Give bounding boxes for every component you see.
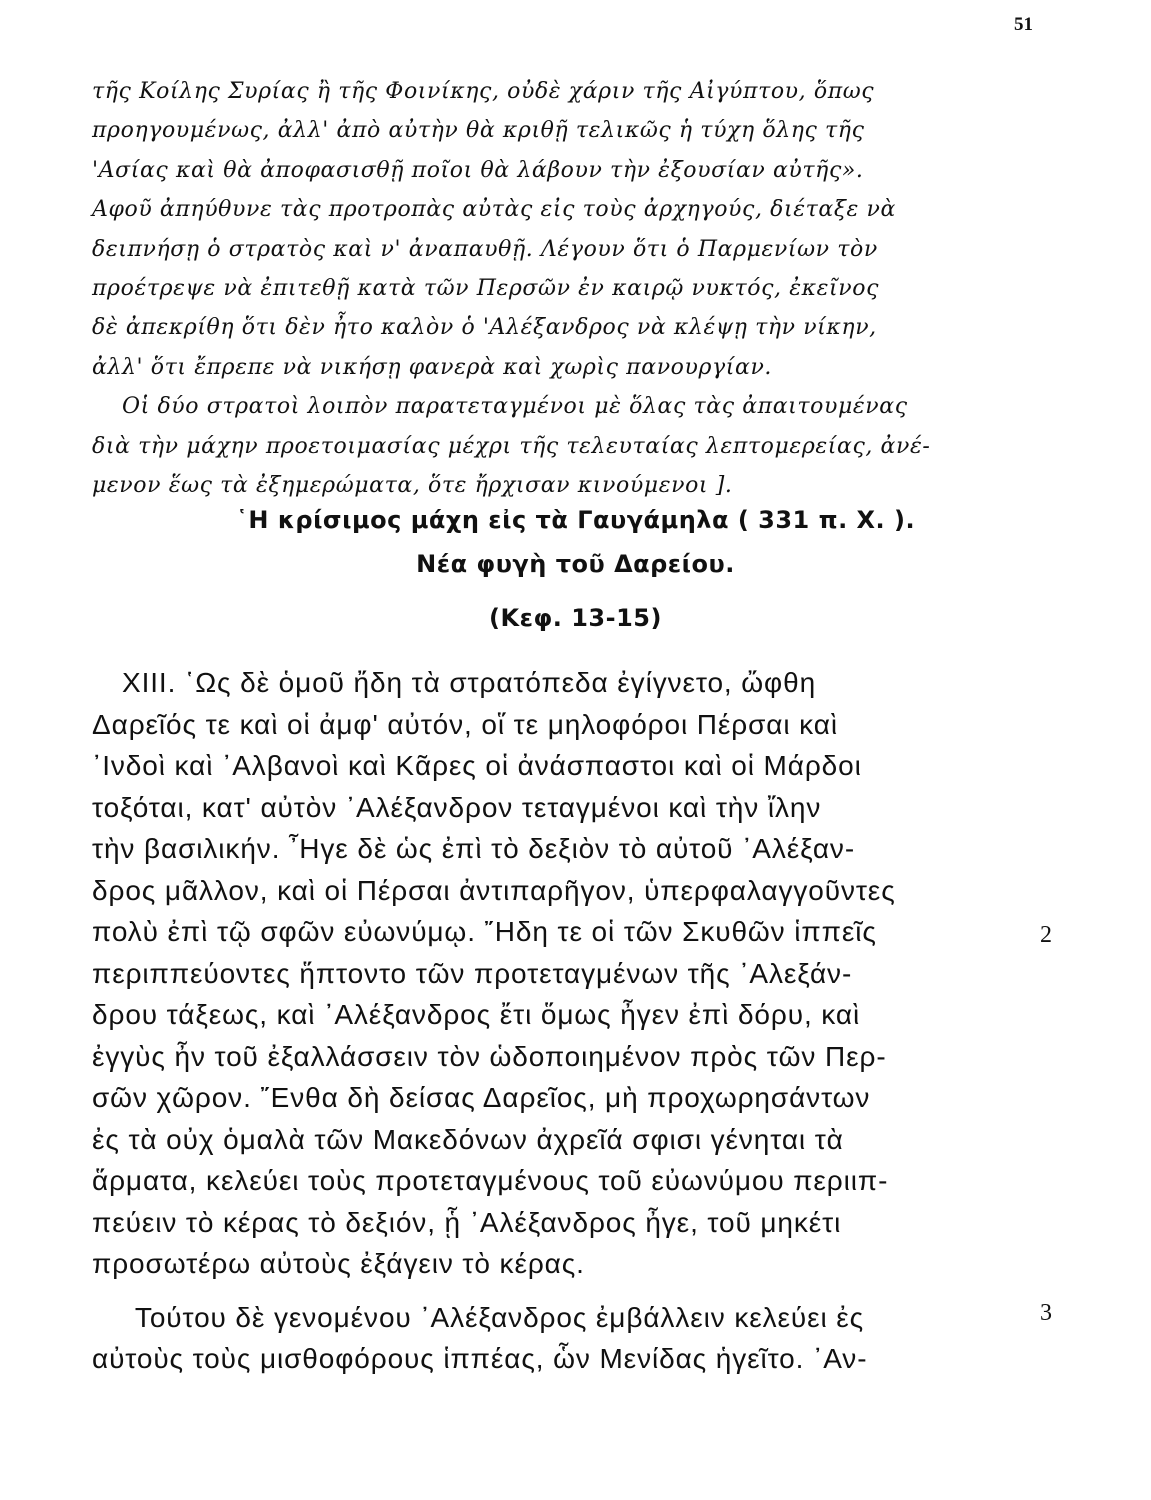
text-line: προέτρεψε νὰ ἐπιτεθῇ κατὰ τῶν Περσῶν ἐν καιρῷ νυκτός, ἐκεῖνος [92, 276, 879, 302]
page-number: 51 [1014, 14, 1033, 35]
text-line: περιππεύοντες ἥπτοντο τῶν προτεταγμένων τῆς ᾿Αλεξάν- [92, 957, 853, 989]
text-line: ἐς τὰ οὐχ ὁμαλὰ τῶν Μακεδόνων ἀχρεῖά σφισι γένηται τὰ [92, 1123, 844, 1155]
text-line: Αφοῦ ἀπηύθυνε τὰς προτροπὰς αὐτὰς εἰς τοὺς ἀρχηγούς, διέταξε νὰ [92, 197, 896, 223]
text-line: Δαρεῖός τε καὶ οἱ ἀμφ' αὐτόν, οἵ τε μηλοφόροι Πέρσαι καὶ [92, 708, 838, 740]
text-line: ἐγγὺς ἦν τοῦ ἐξαλλάσσειν τὸν ὡδοποιημένον πρὸς τῶν Περ- [92, 1040, 887, 1072]
text-line: ἅρματα, κελεύει τοὺς προτεταγμένους τοῦ εὐωνύμου περιιπ- [92, 1165, 889, 1196]
section-heading: ῾Η κρίσιμος μάχη εἰς τὰ Γαυγάμηλα ( 331 π. Χ. ). [235, 506, 916, 534]
text-line: ἀλλ' ὅτι ἔπρεπε νὰ νικήσῃ φανερὰ καὶ χωρὶς πανουργίαν. [92, 354, 773, 380]
main-greek-text [92, 662, 1042, 1380]
text-line: τοξόται, κατ' αὐτὸν ᾿Αλέξανδρον τεταγμένοι καὶ τὴν ἴλην [92, 791, 822, 823]
text-line: προηγουμένως, ἀλλ' ἀπὸ αὐτὴν θὰ κριθῇ τελικῶς ἡ τύχη ὅλης τῆς [92, 118, 865, 144]
text-line: Οἱ δύο στρατοὶ λοιπὸν παρατεταγμένοι μὲ ὅλας τὰς ἀπαιτουμένας [122, 394, 908, 420]
text-line: δειπνήσῃ ὁ στρατὸς καὶ ν' ἀναπαυθῇ. Λέγουν ὅτι ὁ Παρμενίων τὸν [92, 236, 878, 262]
margin-section-number: 2 [1040, 922, 1052, 948]
text-line: τὴν βασιλικήν. ῏Ηγε δὲ ὡς ἐπὶ τὸ δεξιὸν τὸ αὐτοῦ ᾿Αλέξαν- [92, 833, 856, 864]
text-line: διὰ τὴν μάχην προετοιμασίας μέχρι τῆς τελευταίας λεπτομερείας, ἀνέ- [92, 433, 931, 459]
chapter-reference: (Κεφ. 13-15) [489, 604, 662, 632]
margin-section-number: 3 [1040, 1300, 1052, 1326]
text-line: τῆς Κοίλης Συρίας ἢ τῆς Φοινίκης, οὐδὲ χάριν τῆς Αἰγύπτου, ὅπως [92, 79, 875, 104]
italic-commentary [92, 72, 1032, 505]
text-line: ᾿Ινδοὶ καὶ ᾿Αλβανοὶ καὶ Κᾶρες οἱ ἀνάσπαστοι καὶ οἱ Μάρδοι [92, 750, 862, 781]
text-line: δὲ ἀπεκρίθη ὅτι δὲν ἦτο καλὸν ὁ 'Αλέξανδρος νὰ κλέψῃ τὴν νίκην, [92, 315, 877, 341]
text-line: μενον ἕως τὰ ἐξημερώματα, ὅτε ἤρχισαν κινούμενοι ]. [92, 473, 733, 499]
text-line: σῶν χῶρον. ῎Ενθα δὴ δείσας Δαρεῖος, μὴ προχωρησάντων [92, 1082, 871, 1113]
section-subheading: Νέα φυγὴ τοῦ Δαρείου. [416, 550, 735, 578]
text-line: Τούτου δὲ γενομένου ᾿Αλέξανδρος ἐμβάλλειν κελεύει ἐς [92, 1301, 865, 1333]
text-line: δρου τάξεως, καὶ ᾿Αλέξανδρος ἔτι ὅμως ἦγεν ἐπὶ δόρυ, καὶ [92, 999, 861, 1030]
text-line: προσωτέρω αὐτοὺς ἐξάγειν τὸ κέρας. [92, 1248, 585, 1279]
text-line: 'Ασίας καὶ θὰ ἀποφασισθῇ ποῖοι θὰ λάβουν τὴν ἐξουσίαν αὐτῆς». [92, 157, 864, 183]
text-line: πεύειν τὸ κέρας τὸ δεξιόν, ᾗ ᾿Αλέξανδρος ἦγε, τοῦ μηκέτι [92, 1206, 842, 1238]
text-line: αὐτοὺς τοὺς μισθοφόρους ἱππέας, ὧν Μενίδας ἡγεῖτο. ᾿Αν- [92, 1343, 868, 1374]
text-line: πολὺ ἐπὶ τῷ σφῶν εὐωνύμῳ. ῎Ηδη τε οἱ τῶν Σκυθῶν ἱππεῖς [92, 916, 877, 947]
text-line: δρος μᾶλλον, καὶ οἱ Πέρσαι ἀντιπαρῆγον, ὑπερφαλαγγοῦντες [92, 874, 896, 906]
text-line: XIII. ῾Ως δὲ ὁμοῦ ἤδη τὰ στρατόπεδα ἐγίγνετο, ὤφθη [122, 667, 817, 698]
